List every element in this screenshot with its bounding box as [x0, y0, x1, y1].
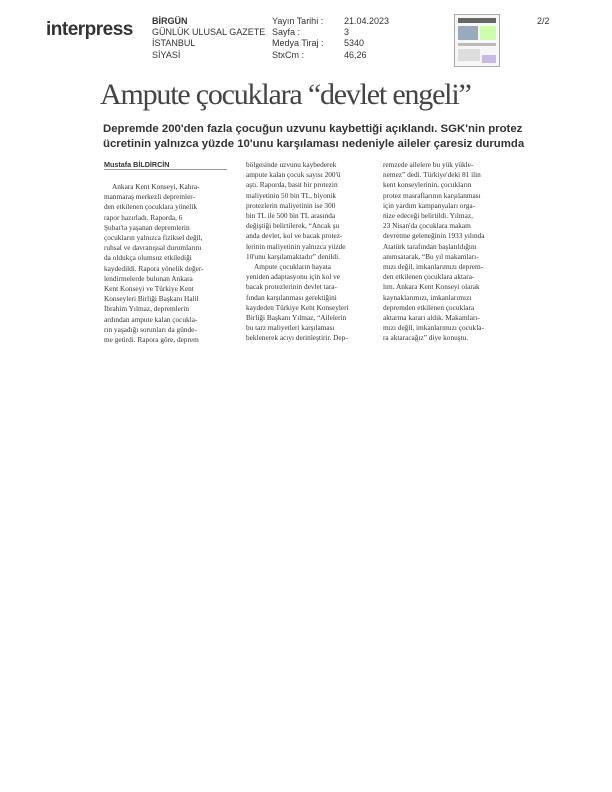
column-line: manmaraş merkezli depremler- — [104, 192, 196, 202]
column-line: değiştiği belirtilerek, “Ancak şu — [246, 221, 340, 231]
column-line: lendirmelerde bulunan Ankara — [104, 273, 193, 283]
column-line: bu tarz maliyetleri karşılaması — [246, 323, 335, 333]
subhead-line: Depremde 200'den fazla çocuğun uzvunu kaybettiği açıklandı. SGK'nin protez — [103, 123, 523, 135]
column-line: kaydedildi. Rapora yönelik değer- — [104, 263, 204, 273]
column-line: aştı. Raporda, basit bir protezin — [246, 180, 338, 190]
meta-value-page: 3 — [344, 27, 350, 38]
publication-city: İSTANBUL — [152, 38, 196, 49]
article-column-3 — [383, 160, 511, 344]
column-line: bacak protezlerinin devlet tara- — [246, 282, 337, 292]
column-line: Ankara Kent Konseyi, Kahra- — [112, 182, 200, 191]
column-line: Şubat'ta yaşanan depremlerin — [104, 222, 190, 232]
column-line: fından karşılanması gerektiğini — [246, 292, 337, 302]
meta-label-circulation: Medya Tiraj : — [272, 38, 324, 49]
column-line: anımsatarak, “Bu yıl makamları- — [383, 251, 479, 261]
column-line: da oldukça olumsuz etkilediği — [104, 253, 192, 263]
meta-labels — [272, 16, 324, 61]
column-line: beklenerek acıyı derinleştirir. Dep- — [246, 333, 348, 343]
column-line: Atatürk tarafından başlatıldığını — [383, 241, 477, 251]
column-line: protezlerin maliyetinin ise 300 — [246, 200, 336, 210]
column-line: mızı değil, imkanlarımızı çocukla- — [383, 323, 484, 333]
column-line: bin TL ile 500 bin TL arasında — [246, 211, 336, 221]
column-line: Kent Konseyi ve Türkiye Kent — [104, 284, 194, 294]
article-column-1 — [104, 182, 228, 345]
column-line: Birliği Başkanı Yılmaz, “Ailelerin — [246, 313, 347, 323]
column-line: ruhsal ve davranışsal durumlarını — [104, 243, 202, 253]
column-line: rapor hazırladı. Raporda, 6 — [104, 212, 183, 222]
column-line: için yardım kampanyaları orga- — [383, 200, 476, 210]
article-column-2 — [246, 160, 371, 344]
article-subhead — [103, 122, 535, 152]
article-byline: Mustafa BİLDİRCİN — [104, 160, 170, 169]
page-thumbnail — [454, 14, 500, 67]
page-indicator: 2/2 — [537, 16, 550, 26]
column-line: maliyetinin 50 bin TL, biyonik — [246, 190, 337, 200]
column-line: lerinin maliyetinin yalnızca yüzde — [246, 241, 346, 251]
interpress-logo: interpress — [46, 19, 133, 40]
byline-divider — [104, 169, 227, 170]
meta-label-page: Sayfa : — [272, 27, 301, 38]
column-line: anda devlet, kol ve bacak protez- — [246, 231, 343, 241]
column-line: depremden etkilenen çocuklara — [383, 302, 475, 312]
column-line: devretme geleneğinin 1933 yılında — [383, 231, 485, 241]
meta-value-stxcm: 46,26 — [344, 49, 367, 60]
column-line: ampute kalan çocuk sayısı 200'ü — [246, 170, 341, 180]
column-line: 10'unu karşılamaktadır” denildi. — [246, 251, 340, 261]
meta-values — [344, 16, 389, 61]
column-line: Ampute çocukların hayata — [254, 262, 331, 272]
column-line: kent konseylerinin, çocukların — [383, 180, 472, 190]
column-line: nize edeceği belirtildi. Yılmaz, — [383, 211, 473, 221]
column-line: me getirdi. Rapora göre, deprem — [104, 335, 199, 345]
column-line: mızı değil, imkanlarımızı deprem- — [383, 262, 484, 272]
column-line: aktarma kararı aldık. Makamları- — [383, 313, 480, 323]
column-line: nemez” dedi. Türkiye'deki 81 ilin — [383, 170, 481, 180]
column-line: kaydeden Türkiye Kent Konseyleri — [246, 302, 349, 312]
column-line: remzede ailelere bu yük yükle- — [383, 160, 474, 169]
column-line: İbrahim Yılmaz, depremlerin — [104, 304, 190, 314]
meta-label-stxcm: StxCm : — [272, 49, 305, 60]
column-line: rın yaşadığı sorunları da günde- — [104, 324, 197, 334]
column-line: lım. Ankara Kent Konseyi olarak — [383, 282, 480, 292]
column-line: protez masraflarının karşılanması — [383, 190, 481, 200]
column-line: kaynaklarımızı, imkanlarımızı — [383, 292, 472, 302]
column-line: ardından ampute kalan çocukla- — [104, 314, 198, 324]
column-line: den etkilenen çocuklara aktara- — [383, 272, 475, 282]
column-line: çocukların yalnızca fiziksel değil, — [104, 233, 203, 243]
publication-section: SİYASİ — [152, 49, 181, 60]
publication-name: BİRGÜN — [152, 16, 188, 26]
article-headline: Ampute çocuklara “devlet engeli” — [100, 78, 471, 111]
meta-value-circulation: 5340 — [344, 38, 365, 49]
column-line: 23 Nisan'da çocuklara makam — [383, 221, 471, 231]
publication-type: GÜNLÜK ULUSAL GAZETE — [152, 27, 266, 38]
publication-info — [152, 16, 265, 61]
column-line: ra aktaracağız” diye konuştu. — [383, 333, 469, 343]
column-line: yeniden adaptasyonu için kol ve — [246, 272, 341, 282]
column-line: den etkilenen çocuklara yönelik — [104, 202, 197, 212]
meta-value-date: 21.04.2023 — [344, 16, 390, 26]
column-line: bölgesinde uzvunu kaybederek — [246, 160, 337, 169]
column-line: Konseyleri Birliği Başkanı Halil — [104, 294, 199, 304]
subhead-line: ücretinin yalnızca yüzde 10'unu karşılaması nedeniyle aileler çaresiz durumda — [103, 138, 525, 150]
meta-label-date: Yayın Tarihi : — [272, 16, 324, 26]
